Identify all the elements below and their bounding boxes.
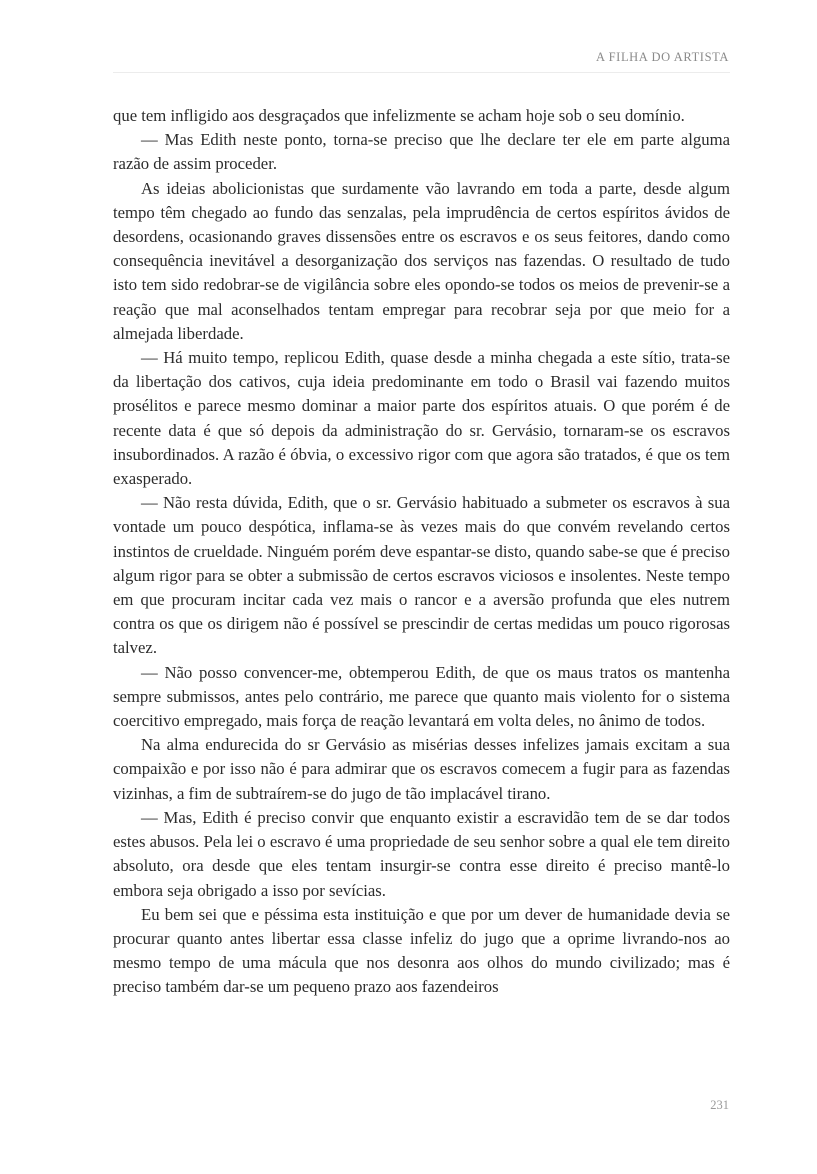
paragraph: — Há muito tempo, replicou Edith, quase desde a minha chegada a este sítio, trata-se da libertação dos cativos, cuja ideia predominante em todo o Brasil vai fazendo muitos prosélitos e parece mesmo dominar a maior parte dos espíritos atuais. O que porém é de recente data é que só depois da administração do sr. Gervásio, tornaram-se os escravos insubordinados. A razão é óbvia, o excessivo rigor com que agora são tratados, é que os tem exasperado. <box>113 348 730 489</box>
paragraph: — Não posso convencer-me, obtemperou Edith, de que os maus tratos os mantenha sempre submissos, antes pelo contrário, me parece que quanto mais violento for o sistema coercitivo empregado, mais força de reação levantará em volta deles, no ânimo de todos. <box>113 662 730 731</box>
paragraph: — Mas Edith neste ponto, torna-se preciso que lhe declare ter ele em parte alguma razão de assim proceder. <box>113 130 730 174</box>
paragraph: Na alma endurecida do sr Gervásio as misérias desses infelizes jamais excitam a sua compaixão e por isso não é para admirar que os escravos comecem a fugir para as fazendas vizinhas, a fim de subtraírem-se do jugo de tão implacável tirano. <box>113 735 730 803</box>
body-text <box>113 104 730 1000</box>
paragraph: — Não resta dúvida, Edith, que o sr. Gervásio habituado a submeter os escravos à sua vontade um pouco despótica, inflama-se às vezes mais do que convém revelando certos instintos de crueldade. Ninguém porém deve espantar-se disto, quando sabe-se que é preciso algum rigor para se obter a submissão de certos escravos viciosos e insolentes. Neste tempo em que procuram incitar cada vez mais o rancor e a aversão profunda que eles nutrem contra os que os dirigem não é possível se prescindir de certas medidas um pouco rigorosas talvez. <box>113 493 730 658</box>
paragraph: — Mas, Edith é preciso convir que enquanto existir a escravidão tem de se dar todos estes abusos. Pela lei o escravo é uma propriedade de seu senhor sobre a qual ele tem direito absoluto, ora desde que eles tentam insurgir-se contra esse direito é preciso mantê-lo embora seja obrigado a isso por sevícias. <box>113 807 730 900</box>
paragraph-continuation: que tem infligido aos desgraçados que infelizmente se acham hoje sob o seu domínio. <box>113 106 685 125</box>
header-divider <box>113 72 730 73</box>
paragraph: Eu bem sei que e péssima esta instituição e que por um dever de humanidade devia se procurar quanto antes libertar essa classe infeliz do jugo que a oprime livrando-nos ao mesmo tempo de uma mácula que nos desonra aos olhos do mundo civilizado; mas é preciso também dar-se um pequeno prazo aos fazendeiros <box>113 904 730 997</box>
page-number: 231 <box>710 1098 729 1112</box>
paragraph: As ideias abolicionistas que surdamente vão lavrando em toda a parte, desde algum tempo têm chegado ao fundo das senzalas, pela imprudência de certos espíritos ávidos de desordens, ocasionando graves dissensões entre os escravos e os seus feitores, dando como consequência inevitável a desorganização dos serviços nas fazendas. O resultado de tudo isto tem sido redobrar-se de vigilância sobre eles opondo-se todos os meios de prevenir-se a reação que mal aconselhados tentam empregar para recobrar seja por que meio for a almejada liberdade. <box>113 178 730 343</box>
running-head-title: A FILHA DO ARTISTA <box>595 50 729 64</box>
